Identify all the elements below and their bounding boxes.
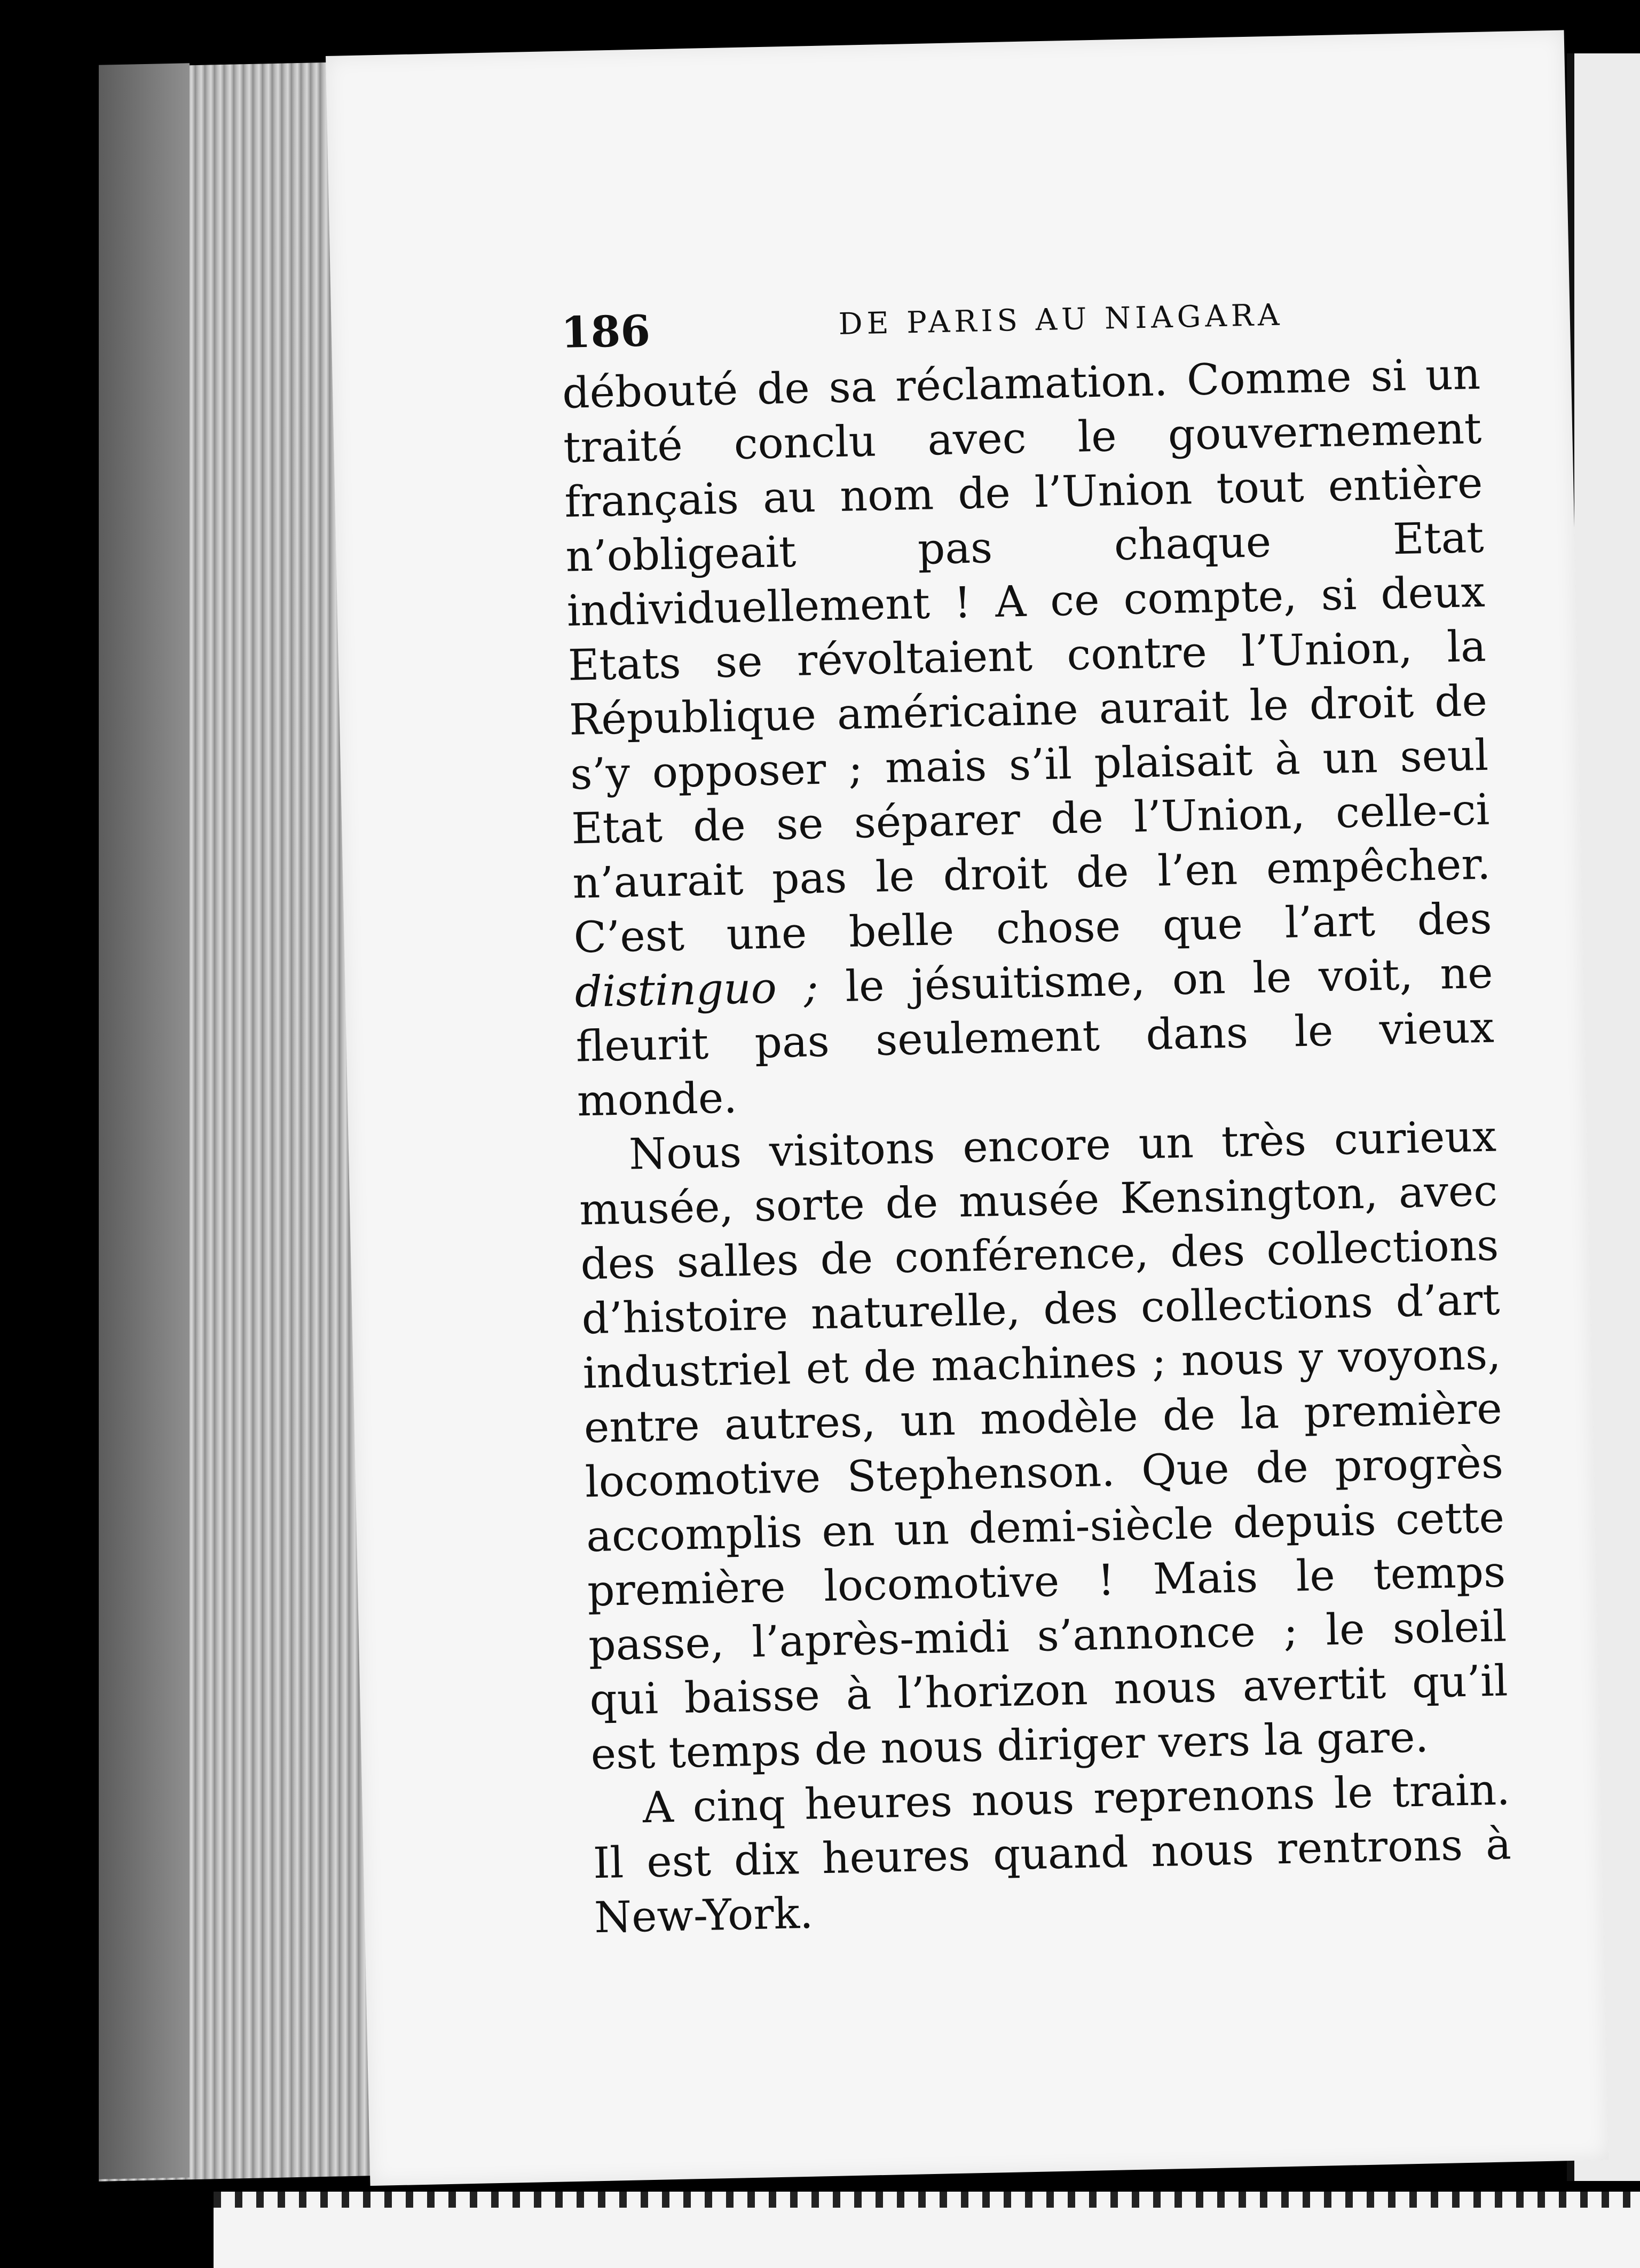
film-perforation: [214, 2192, 1640, 2208]
paragraph-1-text-after: le jésuitisme, on le voit, ne fleurit pas seulement dans le vieux monde.: [575, 948, 1495, 1126]
paragraph-1-emphasis: distinguo ;: [574, 962, 819, 1017]
paragraph-1-text-before: débouté de sa réclamation. Comme si un traité conclu avec le gouvernement français au nom de l’Union tout entière n’obligeait pas chaque Etat individuellement ! A ce compte, si deux Etats se révoltaient contre l’Union, la République américaine aurait le droit de s’y opposer ; mais s’il plaisait à un seul Etat de se séparer de l’Union, celle-ci n’aurait pas le droit de l’en empêcher. C’est une belle chose que l’art des: [562, 349, 1493, 963]
bottom-film-strip: [214, 2192, 1640, 2268]
paragraph-1: [562, 347, 1496, 1129]
page-body: [562, 347, 1513, 1945]
book-page: [326, 30, 1609, 2186]
paragraph-3: A cinq heures nous reprenons le train. Il est dix heures quand nous rentrons à New-York.: [593, 1765, 1512, 1943]
page-number: 186: [560, 305, 651, 358]
paragraph-2: Nous visitons encore un très curieux musée, sorte de musée Kensington, avec des salles de conférence, des collections d’histoire naturelle, des collections d’art industriel et de machines ; nous y voyons, entre autres, un modèle de la première locomotive Stephenson. Que de progrès accomplis en un demi-siècle depuis cette première locomotive ! Mais le temps passe, l’après-midi s’annonce ; le soleil qui baisse à l’horizon nous avertit qu’il est temps de nous diriger vers la gare.: [579, 1111, 1509, 1779]
running-head: DE PARIS AU NIAGARA: [838, 297, 1284, 342]
page-edges-shadow: [99, 63, 190, 2179]
